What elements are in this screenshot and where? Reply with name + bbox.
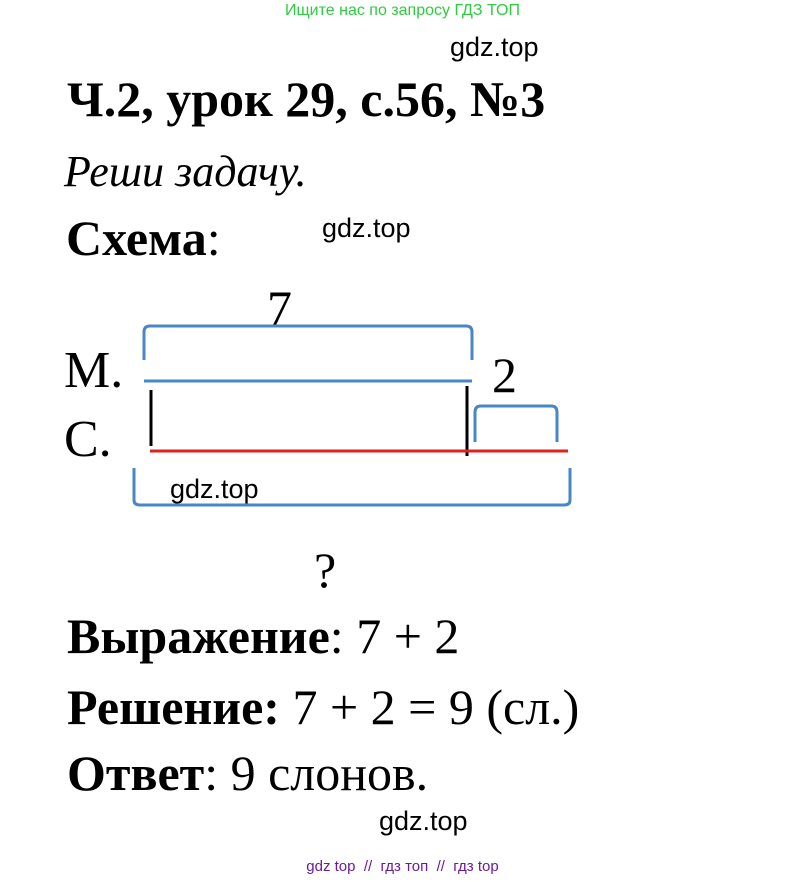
watermark: gdz.top [170, 474, 259, 504]
answer-value: : 9 слонов. [204, 745, 429, 801]
scheme-row-m-label: М. [64, 342, 124, 399]
scheme-row-c-label: С. [64, 411, 112, 468]
expression-line [67, 607, 459, 665]
solution-label: Решение: [67, 679, 280, 735]
page-title: Ч.2, урок 29, с.56, №3 [67, 71, 546, 127]
instruction: Реши задачу. [64, 147, 307, 196]
expression-value: : 7 + 2 [329, 608, 460, 664]
scheme-label: Схема [66, 210, 207, 266]
answer-label: Ответ [67, 745, 205, 801]
scheme-question: ? [314, 542, 337, 598]
top-banner: Ищите нас по запросу ГДЗ ТОП [285, 2, 520, 19]
scheme-colon: : [206, 210, 221, 266]
watermark: gdz.top [322, 213, 411, 243]
scheme-extra-value: 2 [492, 347, 517, 403]
extra-bracket [475, 406, 557, 442]
solution-line [67, 678, 579, 736]
scheme-top-value: 7 [267, 280, 292, 336]
watermark: gdz.top [450, 32, 539, 62]
watermark: gdz.top [379, 806, 468, 836]
answer-line [67, 744, 428, 802]
solution-value: 7 + 2 = 9 (сл.) [279, 679, 580, 735]
footer-links: gdz top // гдз топ // гдз top [306, 858, 499, 875]
top-bracket [144, 326, 472, 360]
expression-label: Выражение [67, 608, 330, 664]
